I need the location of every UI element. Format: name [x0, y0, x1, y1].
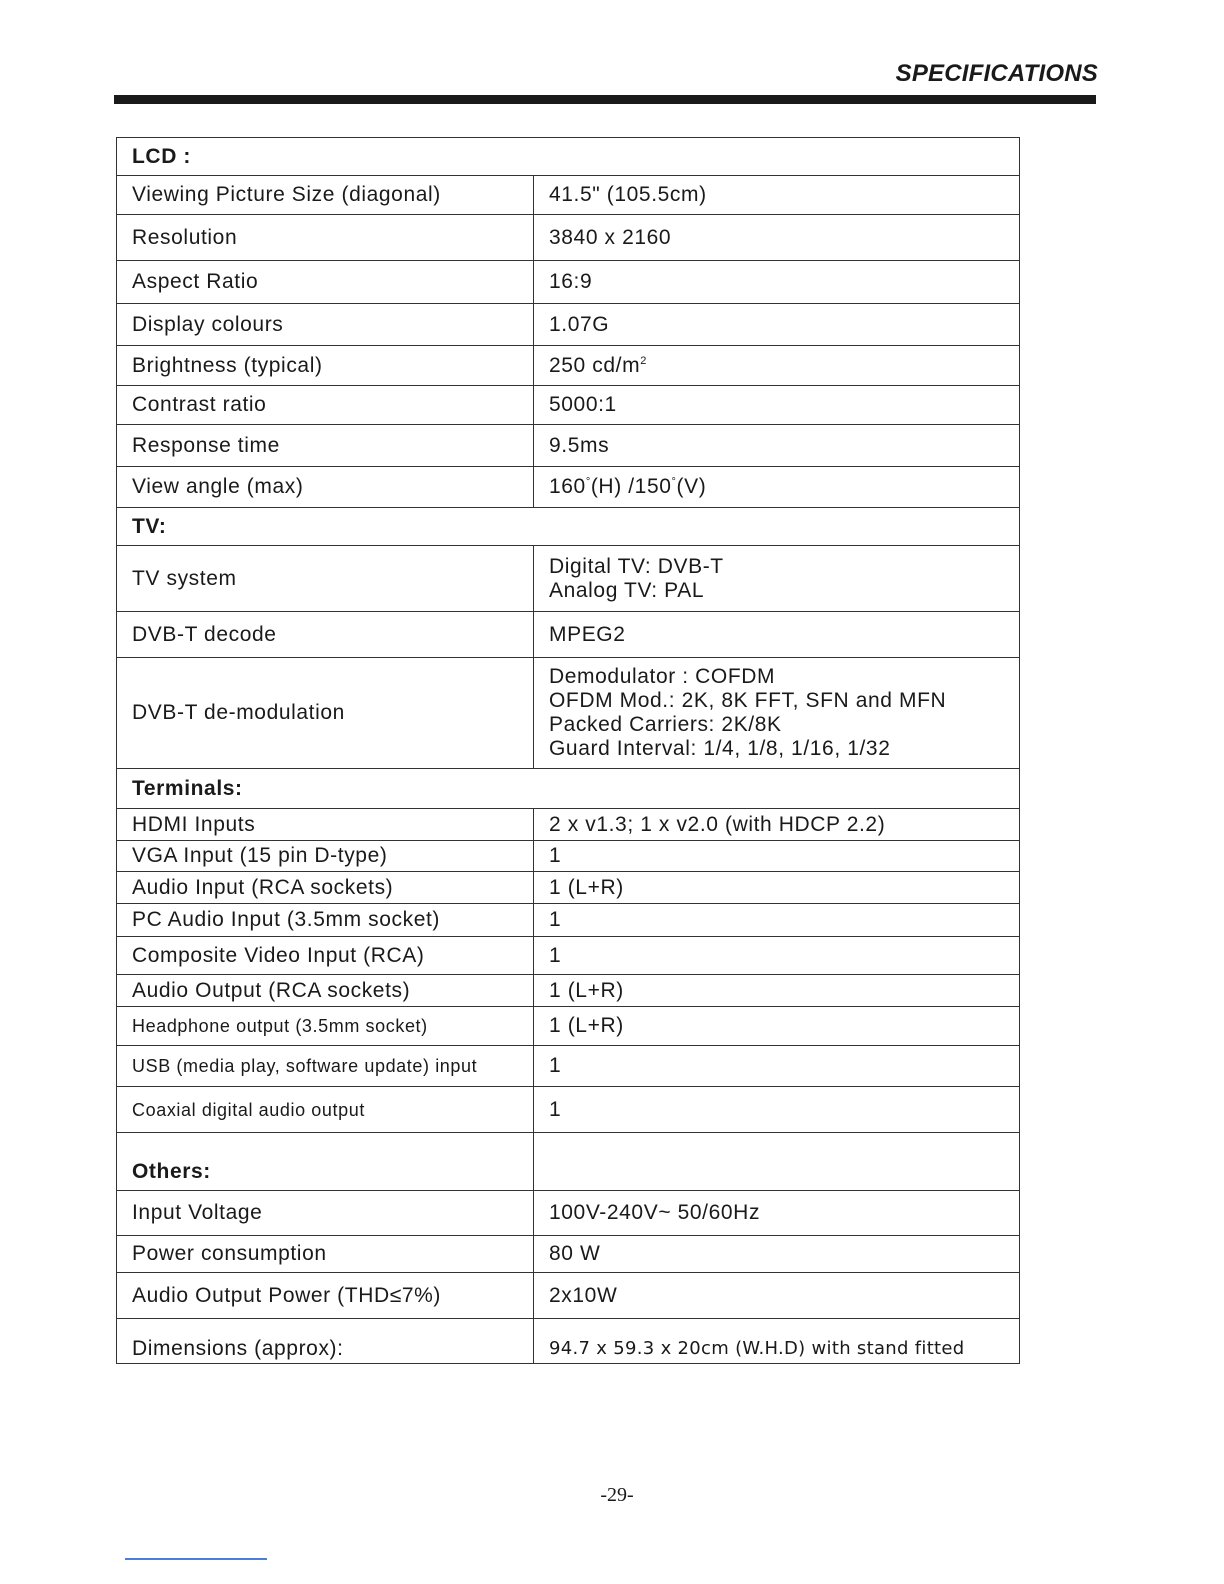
spec-row [117, 425, 1020, 467]
angle-h: 160 [549, 475, 586, 498]
spec-label: Input Voltage [117, 1191, 534, 1236]
spec-value: 1 [534, 937, 1020, 975]
spec-label: Power consumption [117, 1236, 534, 1273]
spec-value [534, 546, 1020, 612]
spec-row [117, 304, 1020, 346]
spec-label: VGA Input (15 pin D-type) [117, 841, 534, 872]
spec-value: 41.5" (105.5cm) [534, 176, 1020, 215]
spec-label: HDMI Inputs [117, 809, 534, 841]
spec-value [534, 346, 1020, 386]
spec-row [117, 872, 1020, 904]
section-row-tv [117, 508, 1020, 546]
footer-rule [125, 1558, 267, 1560]
spec-label: DVB-T decode [117, 612, 534, 658]
spec-value: 80 W [534, 1236, 1020, 1273]
degree-symbol: ° [585, 476, 591, 488]
spec-value: 1 [534, 841, 1020, 872]
spec-row [117, 467, 1020, 508]
spec-label: USB (media play, software update) input [117, 1046, 534, 1087]
spec-row [117, 612, 1020, 658]
spec-label: Coaxial digital audio output [117, 1087, 534, 1133]
spec-row [117, 1191, 1020, 1236]
section-heading-terminals: Terminals: [117, 769, 1020, 809]
spec-label: DVB-T de-modulation [117, 658, 534, 769]
spec-label: Response time [117, 425, 534, 467]
page-title: SPECIFICATIONS [895, 60, 1098, 87]
spec-label: Brightness (typical) [117, 346, 534, 386]
section-row-terminals [117, 769, 1020, 809]
degree-symbol: ° [671, 476, 677, 488]
spec-value: 1 (L+R) [534, 872, 1020, 904]
section-heading-lcd: LCD : [117, 138, 1020, 176]
spec-row [117, 176, 1020, 215]
spec-label: Headphone output (3.5mm socket) [117, 1007, 534, 1046]
spec-value: 1 [534, 1087, 1020, 1133]
value-line: Analog TV: PAL [549, 578, 705, 602]
spec-row [117, 658, 1020, 769]
spec-value: 1 (L+R) [534, 975, 1020, 1007]
section-row-lcd [117, 138, 1020, 176]
spec-label: PC Audio Input (3.5mm socket) [117, 904, 534, 937]
spec-row [117, 1273, 1020, 1319]
spec-label: TV system [117, 546, 534, 612]
page-number: -29- [600, 1484, 634, 1506]
spec-value: 16:9 [534, 261, 1020, 304]
spec-row [117, 1046, 1020, 1087]
spec-row [117, 809, 1020, 841]
spec-value: 94.7 x 59.3 x 20cm (W.H.D) with stand fitted [534, 1319, 1020, 1364]
spec-value: 1 (L+R) [534, 1007, 1020, 1046]
empty-cell [534, 1133, 1020, 1191]
spec-row [117, 937, 1020, 975]
spec-row [117, 1319, 1020, 1364]
value-line: Guard Interval: 1/4, 1/8, 1/16, 1/32 [549, 737, 891, 760]
spec-label: Resolution [117, 215, 534, 261]
spec-label: Aspect Ratio [117, 261, 534, 304]
angle-v: 150 [634, 475, 672, 498]
spec-row [117, 1087, 1020, 1133]
spec-row [117, 1007, 1020, 1046]
spec-label: Dimensions (approx): [117, 1319, 534, 1364]
spec-row [117, 904, 1020, 937]
spec-row [117, 386, 1020, 425]
spec-value: 100V-240V~ 50/60Hz [534, 1191, 1020, 1236]
angle-h-unit: (H) / [590, 475, 635, 498]
spec-value: 9.5ms [534, 425, 1020, 467]
spec-row [117, 841, 1020, 872]
spec-row [117, 975, 1020, 1007]
value-line: OFDM Mod.: 2K, 8K FFT, SFN and MFN [549, 689, 947, 712]
spec-value: 1.07G [534, 304, 1020, 346]
spec-value [534, 467, 1020, 508]
spec-value: 1 [534, 1046, 1020, 1087]
spec-value [534, 658, 1020, 769]
spec-label: Audio Output Power (THD≤7%) [117, 1273, 534, 1319]
superscript: 2 [640, 354, 647, 367]
section-row-others [117, 1133, 1020, 1191]
specifications-table [116, 137, 1020, 1364]
value-line: Digital TV: DVB-T [549, 554, 724, 578]
brightness-value: 250 cd/m [549, 353, 641, 377]
spec-row [117, 261, 1020, 304]
spec-row [117, 546, 1020, 612]
spec-value: 2x10W [534, 1273, 1020, 1319]
spec-label: Audio Output (RCA sockets) [117, 975, 534, 1007]
spec-row [117, 1236, 1020, 1273]
angle-v-unit: (V) [676, 475, 707, 498]
value-line: Packed Carriers: 2K/8K [549, 713, 782, 736]
spec-label: Composite Video Input (RCA) [117, 937, 534, 975]
spec-label: Contrast ratio [117, 386, 534, 425]
spec-row [117, 346, 1020, 386]
spec-value: MPEG2 [534, 612, 1020, 658]
spec-label: View angle (max) [117, 467, 534, 508]
spec-label: Audio Input (RCA sockets) [117, 872, 534, 904]
value-line: Demodulator : COFDM [549, 665, 776, 688]
spec-value: 5000:1 [534, 386, 1020, 425]
section-heading-tv: TV: [117, 508, 1020, 546]
section-heading-others: Others: [117, 1133, 534, 1191]
spec-value: 2 x v1.3; 1 x v2.0 (with HDCP 2.2) [534, 809, 1020, 841]
spec-label: Viewing Picture Size (diagonal) [117, 176, 534, 215]
spec-row [117, 215, 1020, 261]
spec-value: 3840 x 2160 [534, 215, 1020, 261]
spec-label: Display colours [117, 304, 534, 346]
spec-value: 1 [534, 904, 1020, 937]
title-rule [114, 95, 1096, 104]
